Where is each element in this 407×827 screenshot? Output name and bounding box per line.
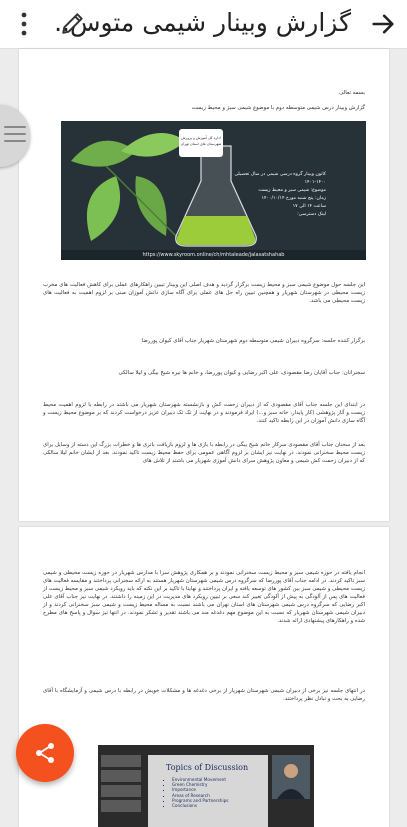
org-logo: اداره کل آموزش و پرورش شهرستان های استان تهران (179, 129, 223, 157)
slide-bullet: ▪ Importance (172, 787, 228, 792)
paragraph-closing: در انتهای جلسه نیز برخی از دبیران شیمی شهرستان شهریار از برخی دغدغه ها و مشکلات خویش در رابطه با درس شیمی و آزمایشگاه با آقای رضایی به بحث و تبادل نظر پرداختند. (43, 688, 365, 702)
webinar-screenshot (98, 745, 314, 827)
slide-title: Topics of Discussion (166, 763, 249, 772)
share-button[interactable] (16, 724, 74, 782)
banner-url[interactable]: https://www.skyroom.online/ch/mhtaleade/jalasatshahab (61, 250, 366, 260)
banner-text (216, 171, 326, 219)
document-page-1 (19, 49, 389, 521)
pencil-icon[interactable] (60, 10, 86, 36)
banner-line-4: ساعت ۱۴ الی ۱۷ (292, 204, 326, 209)
presentation-slide (148, 755, 268, 827)
bismillah-text: بسمه تعالی (339, 90, 365, 96)
menu-icon (4, 126, 26, 147)
slide-bullet: ▪ Green Chemistry (172, 782, 228, 787)
slide-bullet: ▪ Areas of Research (172, 793, 228, 798)
banner-line-1: کانون وبینار گروه درسی شیمی در سال تحصیلی ۱۴۰۰-۱۴۰۱ (234, 172, 326, 185)
app-toolbar (0, 0, 407, 49)
banner-line-2: موضوع: شیمی سبز و محیط زیست (258, 188, 326, 193)
paragraph-intro: این جلسه حول موضوع شیمی سبز و محیط زیست برگزار گردید و هدف اصلی این وبینار تبیین راهکارهای عملی برای کاهش فعالیت های مخرب زیست محیطی در شهرستان شهریار و همچنین تبیین راه حل های عملی برای آگاه سازی دانش آموزان مبنی بر لزوم اهمیت به فعالیت های زیست محیطی می باشد. (43, 282, 365, 304)
share-icon (33, 741, 57, 765)
paragraph-opening: در ابتدای این جلسه جناب آقای مقصودی که از دبیران زحمت کش و بازنشسته شهرستان شهریار می باشند در رابطه با لزوم اهمیت محیط زیست و آثار پژوهشی (کار پایدار، خانه سبز و...) ایراد فرمودند و در نهایت از تک تک دبیران عزیز درخواست کردند که بر موضوع محیط زیست و آگاه سازی دانش آموزان در این رابطه تاکید کنند. (43, 402, 365, 424)
slide-bullets (166, 777, 228, 808)
speaker-video (272, 755, 310, 799)
paragraph-continuation: انجام یافته در حوزه شیمی سبز و محیط زیست سخنرانی نمودند و بر همکاری پژوهش سرا با مدارس شهریار در حوزه زیست محیطی و شیمی سبز تاکید کردند. در ادامه جناب آقای پوررضا که سرگروه درس شیمی شهرستان شهریار هستند به ارائه سخنرانی پرداختند و مقایسه فعالیت های زیست محیطی و شیمی سبز بین کشور های توسعه یافته و ایران پرداختند و نهایتا با تاکید بر این نکته که باید رویکرد شیمی سبز و محیط زیست از فعالیت های پس از آلودگی به پیش از آلودگی تغییر کند سعی بر تبیین رویکرد های مدیریت در این زمینه را داشتند. در نهایت نیز جناب آقای علی اکبر رضایی که سرگروه درس شیمی شهرستان های استان تهران می باشند نسبت به مساله محیط زیست و شیمی سبز سخنرانی کردند و از دبیران شیمی شهرستان شهریار که نسبت به این موضوع مهم دغدغه مند می باشند تقدیر و تشکر نمودند. در انتها نیز سوال و پاسخ های مطرح شده و راهکارهای پیشنهادی ارائه شدند. (43, 570, 365, 624)
document-page-2 (19, 527, 389, 827)
slide-bullet: ▪ Conclusions (172, 803, 228, 808)
slide-thumbnails (101, 755, 141, 827)
webinar-banner-image (61, 121, 366, 260)
arrow-right-icon[interactable] (369, 10, 397, 38)
banner-line-5: لینک دسترسی: (297, 212, 326, 217)
paragraph-organizer: برگزار کننده جلسه: سرگروه دبیران شیمی متوسطه دوم شهرستان شهریار جناب آقای کیوان پوررضا (141, 338, 365, 344)
document-viewer[interactable] (0, 49, 407, 809)
slide-bullet: ▪ Environmental Movement (172, 777, 228, 782)
report-heading: گزارش وبینار درس شیمی متوسطه دوم با موضوع شیمی سبز و محیط زیست (191, 105, 365, 111)
document-title: گزارش وبینار شیمی متوس.. (54, 8, 351, 37)
paragraph-second: بعد از سخنان جناب آقای مقصودی سرکار خانم شیخ بیگی در رابطه با بازی ها و لزوم بازیافت باتری ها و خطرات بزرگ این دسته از وسایل برای زیست محیط سخنرانی نمودند. در نهایت نیز ایشان بر لزوم آگاهی عمومی برای حفظ محیط زیست تاکید نمودند. بعد از ایشان خانم لیلا سالکی که از دبیران زحمت کش شیمی و معاون پژوهش سرای دانش آموزی شهریار می باشند از تلاش های (43, 442, 365, 464)
speaker-silhouette-icon (272, 755, 310, 799)
banner-line-3: زمان: پنج شنبه مورخ ۱۴۰۰/۱۰/۱۴ (261, 196, 326, 201)
more-vert-icon[interactable] (14, 10, 34, 38)
slide-bullet: ▪ Programs and Partnerships (172, 798, 228, 803)
paragraph-speakers: سخنرانان: جناب آقایان رضا مقصودی، علی اکبر رضایی و کیوان پوررضا، و خانم ها نیره شیخ بیگی و لیلا سالکی (118, 370, 365, 376)
